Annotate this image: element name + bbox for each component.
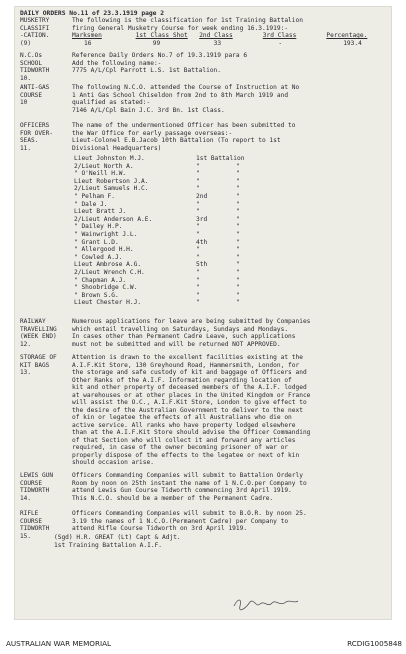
officer-row — [74, 277, 240, 285]
officer-ditto: " — [236, 261, 240, 269]
section-body-officers: The name of the undermentioned Officer has been submitted to the War Office for early passage overseas:- Lieut-Colonel E.B.Jacob 10th Battalion (To report to 1st Divisional Headquarters) — [72, 122, 296, 152]
section-label-rifle: RIFLE COURSE TIDWORTH 15. — [20, 510, 50, 540]
officer-row — [74, 155, 245, 163]
section-body-nco-school: Reference Daily Orders No.7 of 19.3.1919 para 6 Add the following name:- 7775 A/L/Cpl Parrott L.S. 1st Battalion. — [72, 52, 248, 74]
section-body-railway: Numerous applications for leave are being submitted by Companies which entail travelling on Saturdays, Sundays and Mondays. In cases other than Permanent Cadre Leave, such applications must not be submitted and will be returned NOT APPROVED. — [72, 318, 311, 348]
score-value: - — [278, 39, 283, 47]
officer-ditto: " — [236, 177, 240, 185]
officer-unit: 3rd — [196, 215, 208, 223]
officer-ditto: " — [236, 223, 240, 231]
officer-name: 2/Lieut Anderson A.E. — [74, 215, 153, 223]
officer-name: Lieut Ambrose A.G. — [74, 261, 142, 269]
officer-name: " Grant L.D. — [74, 238, 119, 246]
officer-unit: 1st Battalion — [196, 155, 245, 162]
officer-ditto: " — [236, 162, 240, 170]
officer-unit: 2nd — [196, 192, 208, 200]
officer-ditto: " — [236, 208, 240, 216]
officer-ditto: " — [236, 192, 240, 200]
officer-ditto: " — [236, 291, 240, 299]
officer-name: Lieut Bratt J. — [74, 208, 127, 216]
section-label-officers: OFFICERS FOR OVER- SEAS. 11. — [20, 122, 54, 152]
officer-row — [74, 223, 240, 231]
officer-unit: " — [196, 185, 200, 193]
officer-row — [74, 201, 240, 209]
section-label-lewis-gun: LEWIS GUN COURSE TIDWORTH 14. — [20, 472, 54, 502]
officer-row — [74, 292, 240, 300]
section-label-nco-school: N.C.Os SCHOOL TIDWORTH 10. — [20, 52, 50, 82]
officer-ditto: " — [236, 185, 240, 193]
score-value: 33 — [213, 39, 222, 47]
archive-footer — [0, 628, 406, 654]
officer-row — [74, 239, 240, 247]
officer-row — [74, 269, 240, 277]
officer-row — [74, 170, 240, 178]
officer-row — [74, 246, 240, 254]
officer-row — [74, 193, 240, 201]
officer-unit: 4th — [196, 238, 208, 246]
officer-ditto: " — [236, 230, 240, 238]
score-value: 99 — [152, 39, 161, 47]
score-header: 2nd Class — [199, 32, 233, 39]
officer-name: Lieut Chester H.J. — [74, 299, 142, 307]
footer-source: AUSTRALIAN WAR MEMORIAL — [6, 639, 111, 648]
officer-ditto: " — [236, 246, 240, 254]
signature-block: (Sgd) H.R. GREAT (Lt) Capt & Adjt. 1st Training Battalion A.I.F. — [54, 534, 181, 549]
officer-unit: " — [196, 230, 200, 238]
score-value: 16 — [84, 39, 92, 47]
officer-unit: " — [196, 200, 200, 208]
officer-name: " Cowled A.J. — [74, 253, 123, 261]
musketry-scores-table — [72, 32, 390, 47]
officer-unit: " — [196, 170, 200, 178]
officer-name: " Allergood H.H. — [74, 246, 134, 254]
officer-ditto: " — [236, 170, 240, 178]
section-body-anti-gas: The following N.C.O. attended the Course of Instruction at No 1 Anti Gas School Chiseldon from 2nd to 8th March 1919 and qualified as stated:- 7146 A/L/Cpl Bain J.C. 3rd Bn. 1st Class. — [72, 84, 300, 114]
officer-row — [74, 163, 240, 171]
officer-row — [74, 231, 240, 239]
officer-name: " Wainwright J.L. — [74, 230, 138, 238]
officer-unit: " — [196, 276, 200, 284]
officer-name: " Chapman A.J. — [74, 276, 127, 284]
officer-unit: " — [196, 253, 200, 261]
score-header: 3rd Class — [262, 32, 297, 39]
officer-ditto: " — [236, 284, 240, 292]
officer-unit: " — [196, 177, 200, 185]
officer-ditto: " — [236, 200, 240, 208]
section-body-musketry: The following is the classification for 1st Training Battalion firing General Musketry Course for week ending 16.3.1919:- — [72, 17, 303, 32]
officer-name: " Dailey H.P. — [74, 223, 123, 231]
section-label-railway: RAILWAY TRAVELLING (WEEK END) 12. — [20, 318, 57, 348]
officer-row — [74, 284, 240, 292]
officer-name: 2/Lieut Samuels H.C. — [74, 185, 149, 193]
officer-unit: " — [196, 268, 200, 276]
handwritten-signature — [230, 594, 300, 612]
officers-list — [74, 155, 245, 307]
officer-ditto: " — [236, 253, 240, 261]
section-body-storage: Attention is drawn to the excellent facilities existing at the A.I.F.Kit Store, 130 Greyhound Road, Hammersmith, London, for the storage and safe custody of kit and baggage of Officers and Other Ranks of the A.I.F. Information regarding location of kit and other property of deceased members of the A.I.F. lodged at warehouses or at other places in the United Kingdom or France will assist the O.C., A.I.F.Kit Store, London to give effect to the desire of the Australian Government to deliver to the next of kin or legatee the effects of all Australians who die on active service. All ranks who have property lodged elsewhere than at the A.I.F.Kit Store should advise the Officer Commanding of that Section who will collect it and forward any articles required, in case of the owner becoming prisoner of war or properly dispose of the effects to the legatee or next of kin should occasion arise. — [72, 354, 311, 466]
officer-ditto: " — [236, 215, 240, 223]
officer-row — [74, 208, 240, 216]
officer-name: " Shoobridge C.W. — [74, 284, 138, 292]
section-label-anti-gas: ANTI-GAS COURSE 10 — [20, 84, 50, 106]
officer-unit: " — [196, 284, 200, 292]
footer-record-id: RCDIG1005848 — [347, 639, 402, 648]
officer-row — [74, 178, 240, 186]
document-title: DAILY ORDERS No.11 of 23.3.1919 page 2 — [20, 10, 165, 17]
score-header: 1st Class Shot — [135, 32, 188, 39]
officer-name: " Brown S.G. — [74, 291, 119, 299]
officer-unit: " — [196, 223, 200, 231]
section-label-storage: STORAGE OF KIT BAGS 13. — [20, 354, 57, 376]
officer-unit: " — [196, 246, 200, 254]
officer-name: 2/Lieut Wrench C.H. — [74, 268, 145, 276]
officer-name: " O'Neill H.W. — [74, 170, 127, 178]
officer-unit: " — [196, 162, 200, 170]
officer-unit: 5th — [196, 261, 208, 269]
section-body-rifle: Officers Commanding Companies will submit to B.O.R. by noon 25. 3.19 the names of 1 N.C.O.(Permanent Cadre) per Company to attend Rifle Course Tidworth on 3rd April 1919. — [72, 510, 307, 532]
officer-ditto: " — [236, 238, 240, 246]
officer-name: Lieut Robertson J.A. — [74, 177, 149, 185]
officer-row — [74, 299, 240, 307]
score-header: Marksmen — [72, 32, 102, 39]
officer-ditto: " — [236, 276, 240, 284]
officer-ditto: " — [236, 299, 240, 307]
officer-row — [74, 254, 240, 262]
officer-name: 2/Lieut North A. — [74, 162, 134, 170]
section-label-musketry: MUSKETRY CLASSIFI -CATION. (9) — [20, 17, 50, 47]
officer-row — [74, 185, 240, 193]
officer-name: " Dale J. — [74, 200, 108, 208]
officer-unit: " — [196, 299, 200, 307]
officer-unit: " — [196, 208, 200, 216]
officer-unit: " — [196, 291, 200, 299]
officer-name: Lieut Johnston M.J. — [74, 155, 145, 162]
officer-row — [74, 261, 240, 269]
officer-row — [74, 216, 240, 224]
document-page — [14, 6, 392, 620]
officer-name: " Pelham F. — [74, 192, 115, 200]
officer-ditto: " — [236, 268, 240, 276]
score-header: Percentage. — [326, 32, 368, 39]
section-body-lewis-gun: Officers Commanding Companies will submit to Battalion Orderly Room by noon on 25th instant the name of 1 N.C.O.per Company to attend Lewis Gun Course Tidworth commencing 3rd April 1919. This N.C.O. should be a member of the Permanent Cadre. — [72, 472, 307, 502]
score-value: 193.4 — [343, 39, 362, 47]
